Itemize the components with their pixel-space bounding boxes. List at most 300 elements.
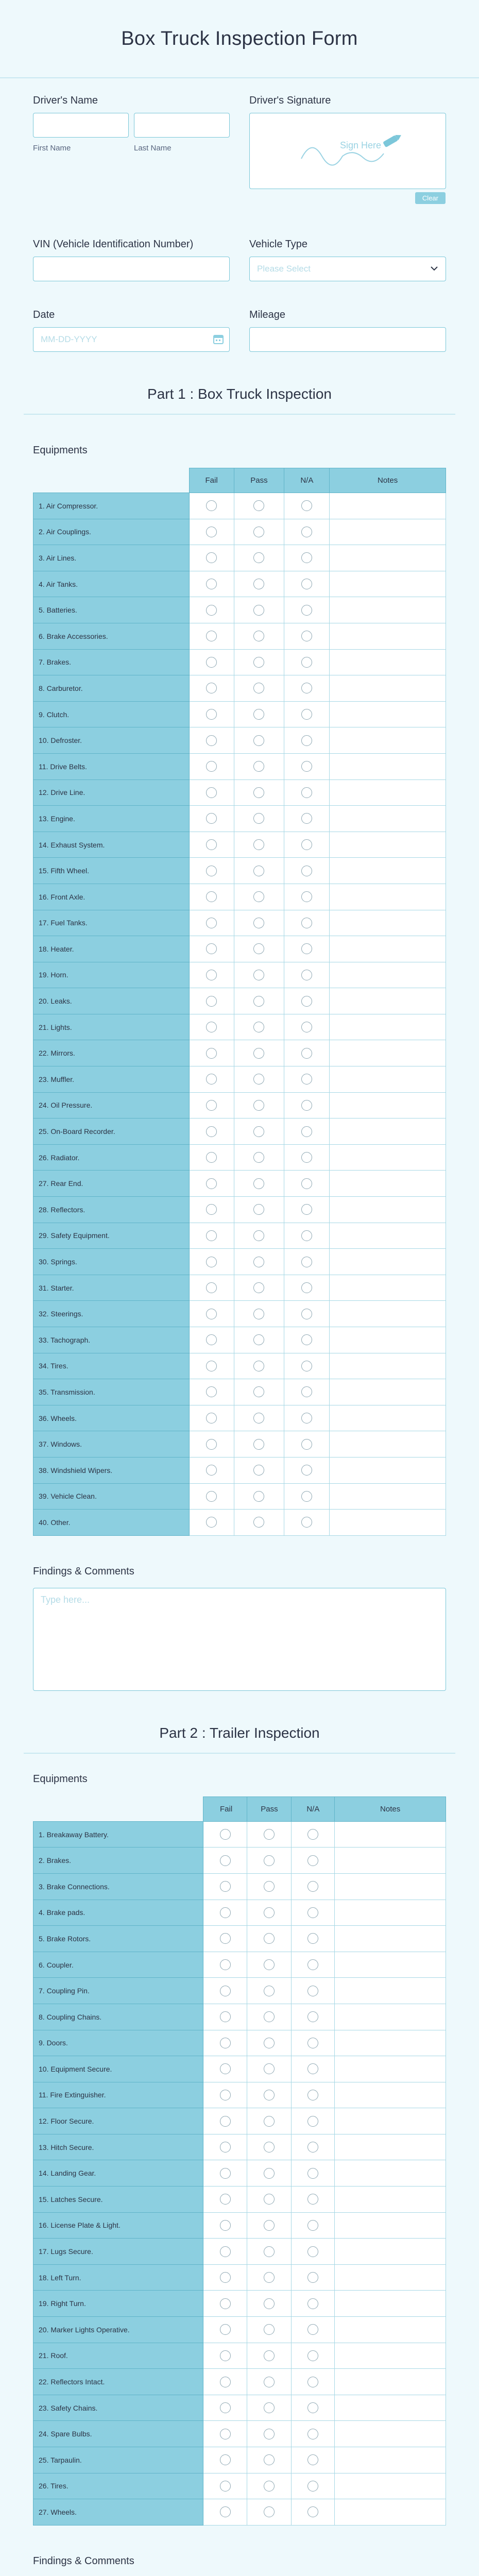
radio-pass[interactable] (253, 996, 264, 1007)
radio-fail[interactable] (206, 1048, 217, 1059)
radio-fail[interactable] (220, 2011, 231, 2022)
radio-pass[interactable] (264, 1829, 275, 1840)
radio-fail[interactable] (220, 2402, 231, 2413)
radio-na[interactable] (307, 2011, 318, 2022)
radio-pass[interactable] (253, 970, 264, 980)
radio-na[interactable] (307, 2454, 318, 2465)
notes-cell[interactable] (330, 1171, 446, 1197)
radio-na[interactable] (301, 996, 312, 1007)
radio-fail[interactable] (220, 1907, 231, 1918)
radio-na[interactable] (301, 839, 312, 850)
radio-pass[interactable] (253, 1152, 264, 1163)
radio-na[interactable] (307, 2116, 318, 2127)
radio-fail[interactable] (220, 2116, 231, 2127)
radio-na[interactable] (301, 683, 312, 693)
notes-cell[interactable] (330, 1118, 446, 1145)
radio-pass[interactable] (253, 1282, 264, 1293)
notes-cell[interactable] (330, 1092, 446, 1118)
notes-cell[interactable] (330, 1275, 446, 1301)
radio-na[interactable] (307, 2377, 318, 2387)
notes-cell[interactable] (335, 2473, 446, 2499)
cell-na (284, 701, 330, 727)
radio-fail[interactable] (220, 2142, 231, 2153)
radio-pass[interactable] (264, 1907, 275, 1918)
radio-na[interactable] (307, 2481, 318, 2492)
radio-pass[interactable] (253, 1491, 264, 1502)
notes-cell[interactable] (335, 2421, 446, 2447)
radio-fail[interactable] (206, 552, 217, 563)
radio-pass[interactable] (253, 813, 264, 824)
radio-pass[interactable] (264, 2063, 275, 2074)
radio-fail[interactable] (206, 735, 217, 746)
notes-cell[interactable] (330, 779, 446, 806)
cell-na (292, 2004, 335, 2030)
notes-cell[interactable] (330, 1431, 446, 1458)
notes-cell[interactable] (335, 2082, 446, 2108)
driver-first-name-input[interactable] (33, 113, 129, 138)
part2-inspection-table (33, 1797, 446, 2526)
radio-pass[interactable] (253, 605, 264, 616)
radio-na[interactable] (301, 527, 312, 537)
radio-na[interactable] (301, 787, 312, 798)
radio-pass[interactable] (253, 500, 264, 511)
radio-fail[interactable] (220, 2194, 231, 2205)
radio-na[interactable] (307, 2090, 318, 2100)
radio-pass[interactable] (253, 1465, 264, 1476)
radio-pass[interactable] (253, 579, 264, 589)
notes-cell[interactable] (335, 1848, 446, 1874)
notes-cell[interactable] (330, 962, 446, 988)
radio-fail[interactable] (220, 2246, 231, 2257)
radio-na[interactable] (301, 657, 312, 668)
radio-na[interactable] (307, 2324, 318, 2335)
radio-fail[interactable] (206, 657, 217, 668)
radio-fail[interactable] (206, 1204, 217, 1215)
notes-cell[interactable] (335, 1952, 446, 1978)
radio-fail[interactable] (206, 683, 217, 693)
radio-na[interactable] (301, 735, 312, 746)
radio-pass[interactable] (253, 552, 264, 563)
radio-pass[interactable] (264, 2454, 275, 2465)
radio-na[interactable] (307, 1959, 318, 1970)
radio-fail[interactable] (206, 709, 217, 720)
radio-na[interactable] (307, 1855, 318, 1866)
cell-pass (247, 2004, 292, 2030)
radio-na[interactable] (307, 2402, 318, 2413)
notes-cell[interactable] (330, 519, 446, 545)
equipment-item-label: 25. Tarpaulin. (33, 2447, 203, 2473)
notes-cell[interactable] (335, 2108, 446, 2134)
radio-na[interactable] (301, 813, 312, 824)
radio-fail[interactable] (220, 2324, 231, 2335)
radio-pass[interactable] (253, 1230, 264, 1241)
notes-cell[interactable] (335, 2264, 446, 2291)
radio-fail[interactable] (220, 1933, 231, 1944)
notes-cell[interactable] (335, 2030, 446, 2056)
radio-fail[interactable] (220, 1959, 231, 1970)
date-input[interactable] (33, 327, 230, 352)
vin-input[interactable] (33, 257, 230, 281)
cell-pass (234, 1405, 284, 1431)
radio-fail[interactable] (220, 2506, 231, 2517)
radio-fail[interactable] (206, 1439, 217, 1450)
radio-fail[interactable] (206, 1178, 217, 1189)
notes-cell[interactable] (330, 1457, 446, 1483)
radio-na[interactable] (301, 1491, 312, 1502)
notes-cell[interactable] (335, 2187, 446, 2213)
radio-na[interactable] (301, 500, 312, 511)
radio-pass[interactable] (264, 2324, 275, 2335)
notes-cell[interactable] (335, 1821, 446, 1848)
radio-pass[interactable] (253, 1439, 264, 1450)
radio-pass[interactable] (264, 1881, 275, 1892)
radio-pass[interactable] (264, 2350, 275, 2361)
radio-fail[interactable] (206, 996, 217, 1007)
radio-pass[interactable] (264, 2506, 275, 2517)
notes-cell[interactable] (335, 2160, 446, 2187)
radio-fail[interactable] (206, 918, 217, 928)
radio-pass[interactable] (253, 1048, 264, 1059)
notes-cell[interactable] (330, 1405, 446, 1431)
notes-cell[interactable] (335, 2447, 446, 2473)
notes-cell[interactable] (335, 1978, 446, 2004)
radio-pass[interactable] (253, 1517, 264, 1528)
table-row (33, 519, 446, 545)
radio-na[interactable] (307, 2429, 318, 2439)
radio-fail[interactable] (206, 813, 217, 824)
radio-pass[interactable] (253, 1178, 264, 1189)
notes-cell[interactable] (330, 832, 446, 858)
radio-na[interactable] (307, 2246, 318, 2257)
radio-na[interactable] (301, 1257, 312, 1267)
radio-pass[interactable] (253, 1334, 264, 1345)
radio-pass[interactable] (264, 1933, 275, 1944)
radio-na[interactable] (301, 891, 312, 902)
radio-fail[interactable] (206, 1517, 217, 1528)
notes-cell[interactable] (330, 988, 446, 1014)
notes-cell[interactable] (330, 597, 446, 623)
radio-fail[interactable] (220, 2481, 231, 2492)
radio-fail[interactable] (206, 1282, 217, 1293)
radio-pass[interactable] (253, 631, 264, 641)
radio-fail[interactable] (206, 579, 217, 589)
radio-pass[interactable] (264, 2194, 275, 2205)
notes-cell[interactable] (330, 675, 446, 702)
radio-fail[interactable] (206, 1257, 217, 1267)
cell-na (284, 1092, 330, 1118)
notes-cell[interactable] (335, 2395, 446, 2421)
notes-cell[interactable] (330, 1249, 446, 1275)
notes-cell[interactable] (330, 806, 446, 832)
radio-na[interactable] (301, 1386, 312, 1397)
notes-cell[interactable] (330, 936, 446, 962)
radio-na[interactable] (301, 943, 312, 954)
radio-fail[interactable] (206, 1386, 217, 1397)
radio-fail[interactable] (220, 1986, 231, 1996)
driver-signature-label: Driver's Signature (249, 95, 331, 106)
radio-pass[interactable] (253, 1386, 264, 1397)
cell-na (284, 753, 330, 779)
driver-signature-pad[interactable] (249, 113, 446, 202)
vehicle-type-select[interactable] (249, 257, 446, 281)
radio-fail[interactable] (220, 2063, 231, 2074)
radio-na[interactable] (307, 2194, 318, 2205)
notes-cell[interactable] (330, 623, 446, 649)
radio-fail[interactable] (206, 866, 217, 876)
radio-pass[interactable] (264, 2116, 275, 2127)
notes-cell[interactable] (330, 649, 446, 675)
radio-pass[interactable] (264, 1986, 275, 1996)
notes-cell[interactable] (330, 701, 446, 727)
radio-fail[interactable] (206, 1361, 217, 1371)
radio-na[interactable] (301, 1022, 312, 1032)
notes-cell[interactable] (330, 545, 446, 571)
radio-pass[interactable] (253, 735, 264, 746)
radio-pass[interactable] (264, 2272, 275, 2283)
radio-pass[interactable] (264, 2429, 275, 2439)
notes-cell[interactable] (335, 2369, 446, 2395)
notes-cell[interactable] (335, 1900, 446, 1926)
driver-last-name-input[interactable] (134, 113, 230, 138)
cell-na (292, 1848, 335, 1874)
radio-pass[interactable] (264, 2377, 275, 2387)
radio-fail[interactable] (206, 1491, 217, 1502)
radio-pass[interactable] (253, 1257, 264, 1267)
radio-na[interactable] (301, 970, 312, 980)
radio-na[interactable] (301, 631, 312, 641)
radio-pass[interactable] (253, 1022, 264, 1032)
radio-fail[interactable] (206, 1074, 217, 1084)
radio-pass[interactable] (264, 2220, 275, 2231)
radio-na[interactable] (307, 1881, 318, 1892)
radio-na[interactable] (307, 1986, 318, 1996)
notes-cell[interactable] (330, 1301, 446, 1327)
radio-pass[interactable] (253, 761, 264, 772)
radio-na[interactable] (301, 1204, 312, 1215)
radio-pass[interactable] (253, 683, 264, 693)
radio-pass[interactable] (253, 943, 264, 954)
radio-na[interactable] (307, 1933, 318, 1944)
radio-pass[interactable] (253, 787, 264, 798)
radio-na[interactable] (301, 1282, 312, 1293)
mileage-input[interactable] (249, 327, 446, 352)
radio-pass[interactable] (253, 1309, 264, 1319)
radio-fail[interactable] (206, 1022, 217, 1032)
notes-cell[interactable] (330, 1327, 446, 1353)
radio-fail[interactable] (206, 527, 217, 537)
radio-na[interactable] (301, 709, 312, 720)
radio-pass[interactable] (253, 1413, 264, 1423)
radio-na[interactable] (301, 1361, 312, 1371)
notes-cell[interactable] (330, 1353, 446, 1379)
notes-cell[interactable] (330, 1040, 446, 1066)
cell-na (284, 623, 330, 649)
radio-pass[interactable] (253, 866, 264, 876)
notes-cell[interactable] (335, 2317, 446, 2343)
notes-cell[interactable] (335, 1873, 446, 1900)
radio-fail[interactable] (206, 1230, 217, 1241)
radio-pass[interactable] (253, 709, 264, 720)
radio-fail[interactable] (220, 2454, 231, 2465)
notes-cell[interactable] (330, 884, 446, 910)
radio-fail[interactable] (220, 2090, 231, 2100)
cell-fail (189, 519, 234, 545)
cell-pass (234, 962, 284, 988)
cell-na (284, 988, 330, 1014)
notes-cell[interactable] (330, 571, 446, 597)
radio-fail[interactable] (206, 1309, 217, 1319)
calendar-icon[interactable] (213, 334, 224, 346)
radio-fail[interactable] (220, 2168, 231, 2179)
radio-na[interactable] (301, 579, 312, 589)
radio-pass[interactable] (264, 2038, 275, 2048)
table-row (33, 1040, 446, 1066)
radio-fail[interactable] (206, 1334, 217, 1345)
notes-cell[interactable] (335, 2343, 446, 2369)
radio-na[interactable] (301, 761, 312, 772)
cell-na (284, 1405, 330, 1431)
notes-cell[interactable] (330, 1066, 446, 1093)
radio-fail[interactable] (220, 2429, 231, 2439)
notes-cell[interactable] (330, 493, 446, 519)
radio-pass[interactable] (264, 2246, 275, 2257)
cell-na (284, 1431, 330, 1458)
radio-na[interactable] (307, 2142, 318, 2153)
notes-cell[interactable] (335, 2212, 446, 2239)
radio-pass[interactable] (253, 839, 264, 850)
radio-na[interactable] (301, 1178, 312, 1189)
radio-na[interactable] (301, 1152, 312, 1163)
radio-na[interactable] (301, 1126, 312, 1137)
radio-na[interactable] (301, 1074, 312, 1084)
radio-na[interactable] (307, 1829, 318, 1840)
radio-fail[interactable] (220, 1855, 231, 1866)
notes-cell[interactable] (330, 1223, 446, 1249)
radio-fail[interactable] (206, 1100, 217, 1111)
notes-cell[interactable] (335, 1926, 446, 1952)
radio-fail[interactable] (220, 2038, 231, 2048)
radio-pass[interactable] (264, 2090, 275, 2100)
radio-pass[interactable] (253, 891, 264, 902)
radio-na[interactable] (301, 1413, 312, 1423)
radio-fail[interactable] (220, 2272, 231, 2283)
radio-fail[interactable] (206, 1413, 217, 1423)
radio-na[interactable] (307, 2038, 318, 2048)
radio-fail[interactable] (206, 500, 217, 511)
notes-cell[interactable] (335, 2499, 446, 2526)
radio-na[interactable] (307, 2298, 318, 2309)
part1-findings-textarea[interactable]: Type here... (33, 1588, 446, 1691)
radio-fail[interactable] (206, 839, 217, 850)
notes-cell[interactable] (330, 910, 446, 936)
radio-pass[interactable] (253, 1074, 264, 1084)
notes-cell[interactable] (330, 1510, 446, 1536)
radio-fail[interactable] (220, 1881, 231, 1892)
radio-fail[interactable] (220, 2377, 231, 2387)
radio-na[interactable] (307, 2168, 318, 2179)
radio-na[interactable] (301, 918, 312, 928)
radio-na[interactable] (307, 1907, 318, 1918)
notes-cell[interactable] (330, 1144, 446, 1171)
radio-pass[interactable] (264, 2168, 275, 2179)
radio-fail[interactable] (220, 2350, 231, 2361)
radio-pass[interactable] (264, 2011, 275, 2022)
notes-cell[interactable] (335, 2056, 446, 2082)
radio-fail[interactable] (206, 761, 217, 772)
radio-na[interactable] (301, 1100, 312, 1111)
radio-na[interactable] (301, 605, 312, 616)
table-row (33, 1510, 446, 1536)
radio-pass[interactable] (253, 1361, 264, 1371)
radio-fail[interactable] (220, 2220, 231, 2231)
radio-fail[interactable] (206, 605, 217, 616)
radio-na[interactable] (301, 866, 312, 876)
notes-cell[interactable] (335, 2134, 446, 2160)
radio-fail[interactable] (220, 2298, 231, 2309)
radio-pass[interactable] (253, 918, 264, 928)
radio-pass[interactable] (264, 2142, 275, 2153)
radio-fail[interactable] (206, 1126, 217, 1137)
radio-na[interactable] (307, 2063, 318, 2074)
notes-cell[interactable] (330, 858, 446, 884)
radio-pass[interactable] (253, 657, 264, 668)
radio-fail[interactable] (220, 1829, 231, 1840)
radio-na[interactable] (301, 1230, 312, 1241)
radio-na[interactable] (301, 1517, 312, 1528)
radio-na[interactable] (301, 1465, 312, 1476)
radio-na[interactable] (301, 552, 312, 563)
radio-pass[interactable] (253, 1100, 264, 1111)
notes-cell[interactable] (330, 727, 446, 754)
radio-pass[interactable] (264, 1855, 275, 1866)
radio-fail[interactable] (206, 787, 217, 798)
notes-cell[interactable] (330, 1197, 446, 1223)
radio-na[interactable] (307, 2350, 318, 2361)
radio-pass[interactable] (253, 1126, 264, 1137)
radio-fail[interactable] (206, 1152, 217, 1163)
radio-na[interactable] (301, 1439, 312, 1450)
radio-pass[interactable] (264, 2298, 275, 2309)
radio-fail[interactable] (206, 943, 217, 954)
radio-pass[interactable] (264, 1959, 275, 1970)
driver-signature-clear-button[interactable]: Clear (415, 192, 446, 204)
table-row (33, 2082, 446, 2108)
radio-fail[interactable] (206, 970, 217, 980)
radio-fail[interactable] (206, 631, 217, 641)
radio-na[interactable] (301, 1048, 312, 1059)
radio-pass[interactable] (253, 527, 264, 537)
notes-cell[interactable] (330, 1483, 446, 1510)
radio-na[interactable] (307, 2506, 318, 2517)
notes-cell[interactable] (330, 1014, 446, 1040)
cell-pass (247, 2212, 292, 2239)
notes-cell[interactable] (335, 2004, 446, 2030)
notes-cell[interactable] (335, 2239, 446, 2265)
radio-na[interactable] (307, 2220, 318, 2231)
notes-cell[interactable] (330, 753, 446, 779)
radio-fail[interactable] (206, 891, 217, 902)
cell-pass (234, 1483, 284, 1510)
radio-na[interactable] (301, 1309, 312, 1319)
radio-pass[interactable] (264, 2481, 275, 2492)
notes-cell[interactable] (330, 1379, 446, 1405)
radio-na[interactable] (307, 2272, 318, 2283)
radio-pass[interactable] (253, 1204, 264, 1215)
radio-na[interactable] (301, 1334, 312, 1345)
radio-fail[interactable] (206, 1465, 217, 1476)
radio-pass[interactable] (264, 2402, 275, 2413)
notes-cell[interactable] (335, 2291, 446, 2317)
